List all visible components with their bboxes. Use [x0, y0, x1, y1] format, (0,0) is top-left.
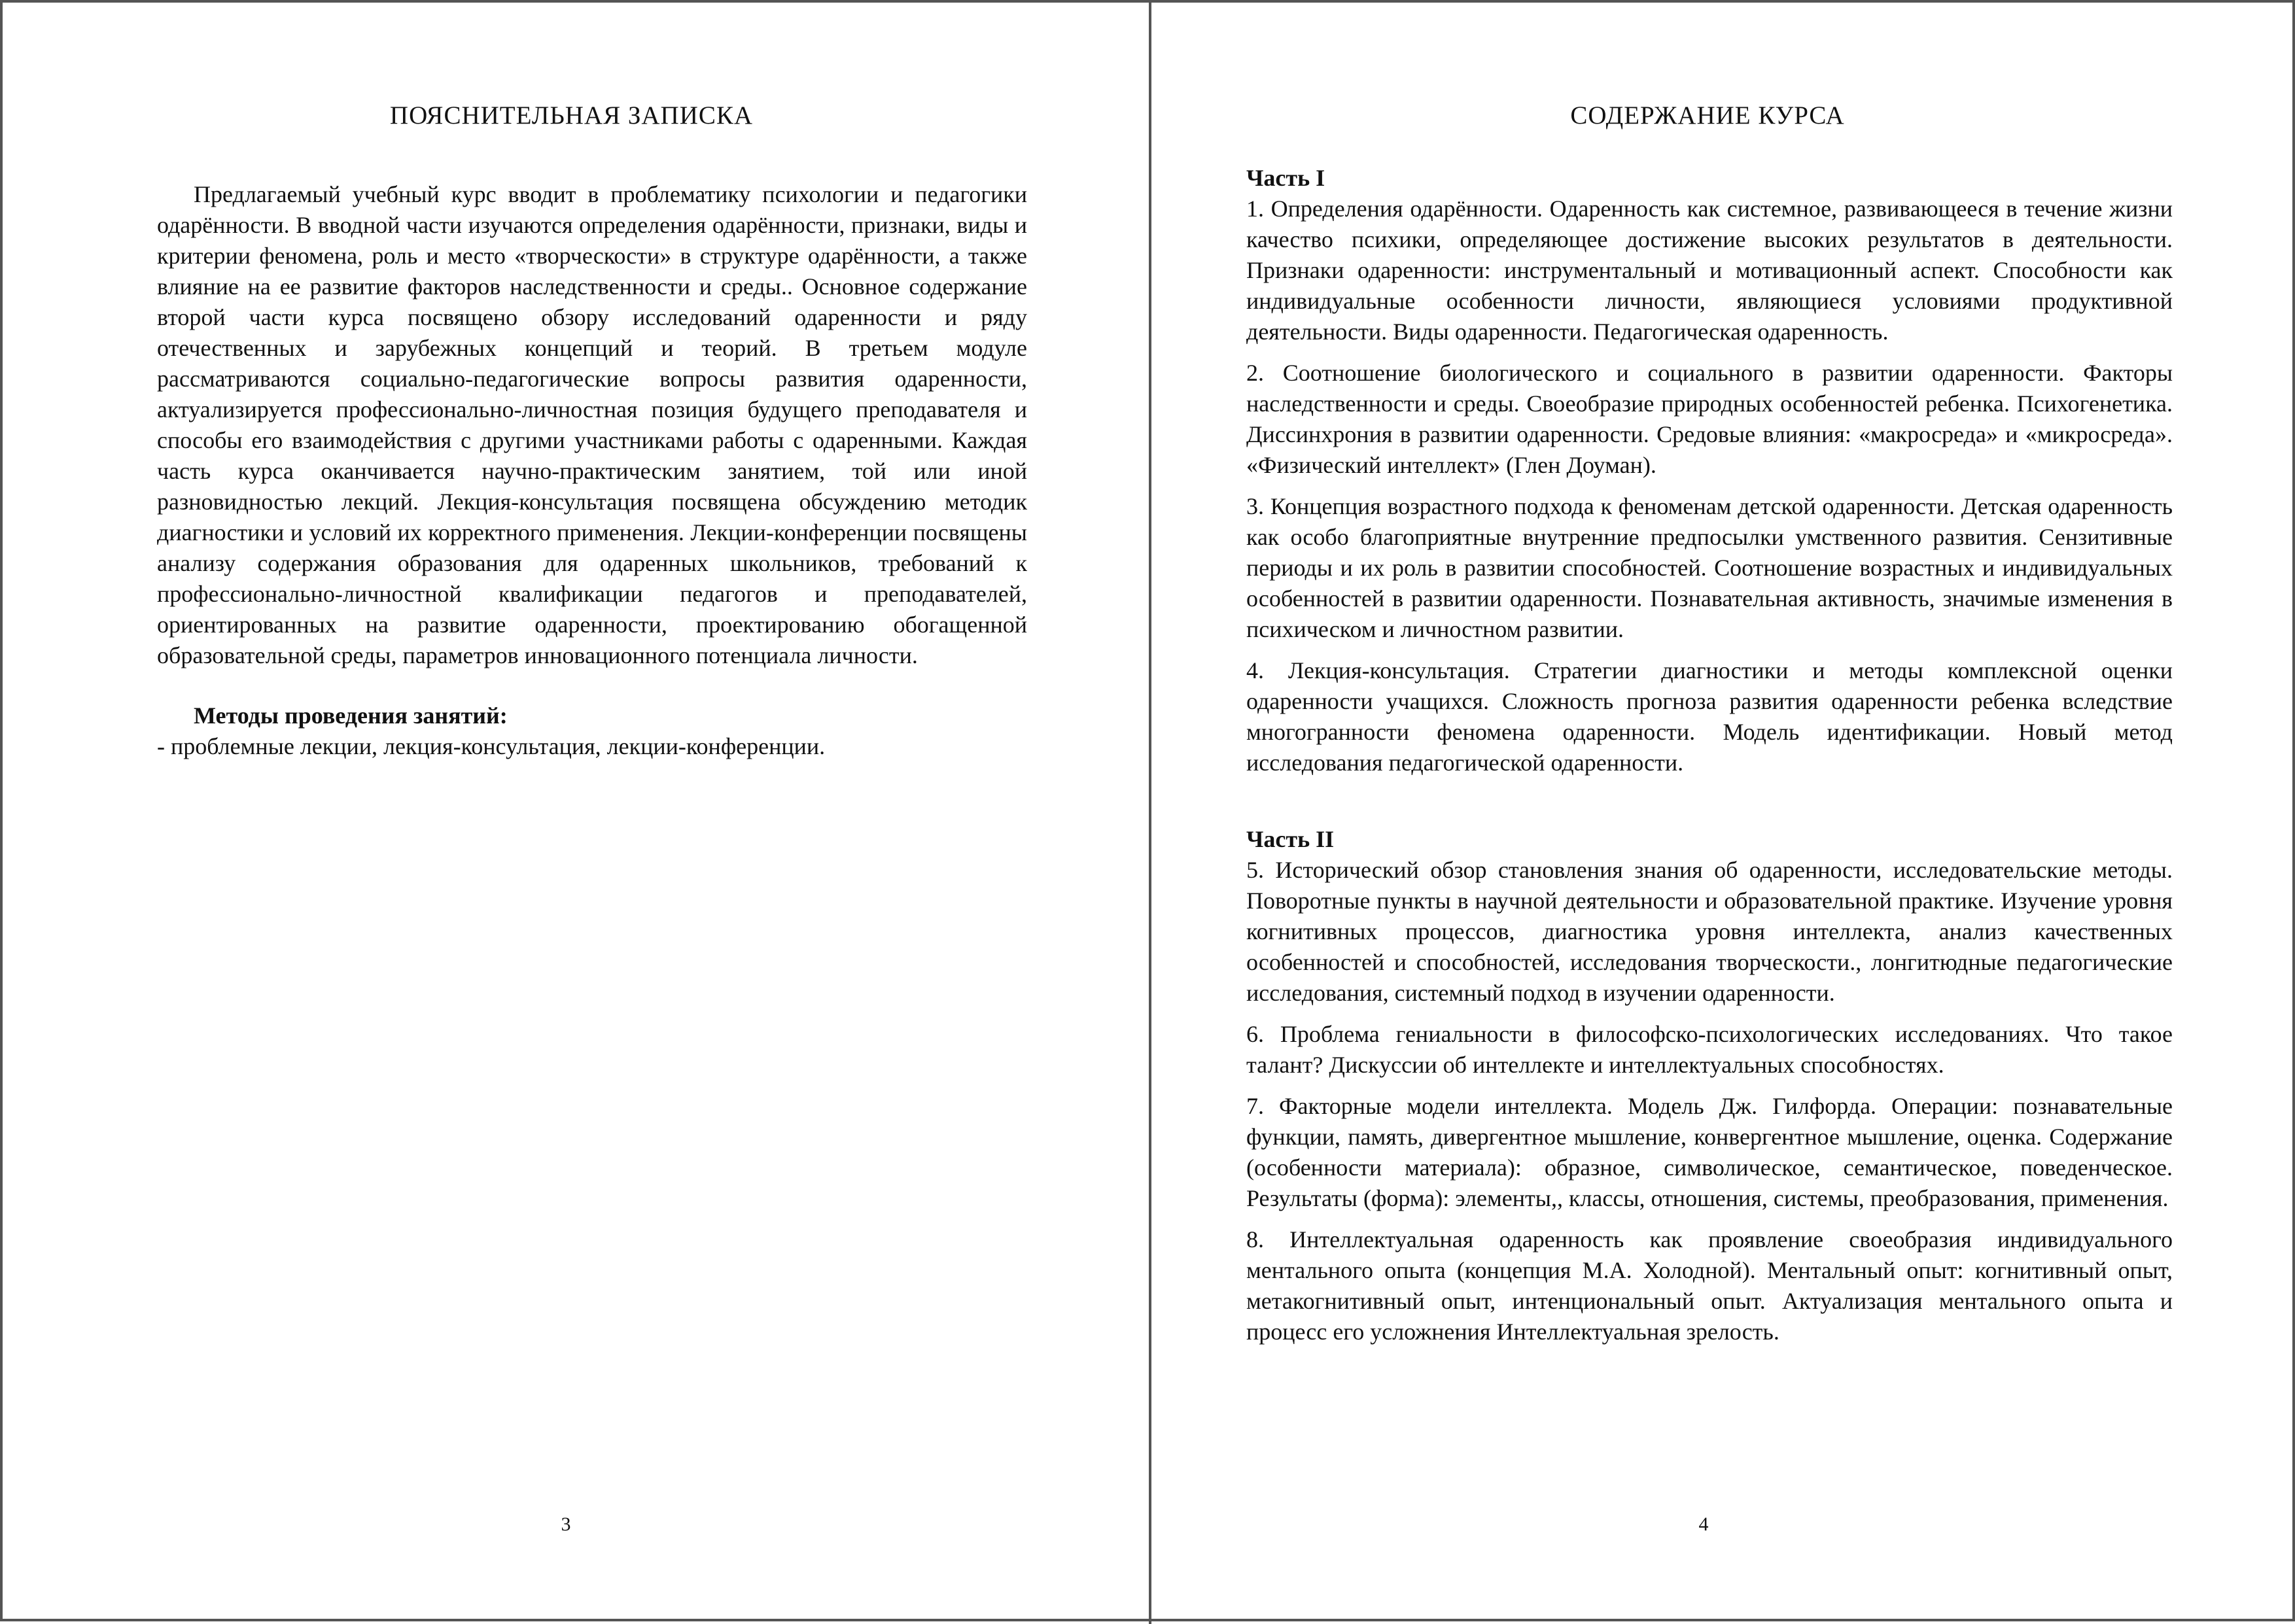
course-item: 4. Лекция-консультация. Стратегии диагностики и методы комплексной оценки одаренности учащихся. Сложность прогноза развития одаренности ребенка вследствие многогранности феномена одаренности. Модель идентификации. Новый метод исследования педагогической одаренности. [1246, 657, 2173, 776]
course-item: 1. Определения одарённости. Одаренность как системное, развивающееся в течение жизни качество психики, определяющее достижение высоких результатов в деятельности. Признаки одаренности: инструментальный и мотивационный аспект. Способности как индивидуальные особенности личности, являющиеся условиями продуктивной деятельности. Виды одаренности. Педагогическая одаренность. [1246, 196, 2173, 345]
course-item: 7. Факторные модели интеллекта. Модель Дж. Гилфорда. Операции: познавательные функции, память, дивергентное мышление, конвергентное мышление, оценка. Содержание (особенности материала): образное, символическое, семантическое, поведенческое. Результаты (форма): элементы,, классы, отношения, системы, преобразования, применения. [1246, 1093, 2173, 1211]
part-heading: Часть I [1246, 165, 1325, 191]
course-item: 6. Проблема гениальности в философско-психологических исследованиях. Что такое талант? Дискуссии об интеллекте и интеллектуальных способностях. [1246, 1021, 2173, 1078]
course-item: 2. Соотношение биологического и социального в развитии одаренности. Факторы наследственности и среды. Своеобразие природных особенностей ребенка. Психогенетика. Диссинхрония в развитии одаренности. Средовые влияния: «макросреда» и «микросреда». «Физический интеллект» (Глен Доуман). [1246, 360, 2173, 478]
course-item: 3. Концепция возрастного подхода к феноменам детской одаренности. Детская одаренность как особо благоприятные внутренние предпосылки умственного развития. Сензитивные периоды и их роль в развитии способностей. Соотношение возрастных и индивидуальных особенностей в развитии одаренности. Познавательная активность, значимые изменения в психическом и личностном развитии. [1246, 493, 2173, 642]
intro-paragraph: Предлагаемый учебный курс вводит в проблематику психологии и педагогики одарённости. В вводной части изучаются определения одарённости, признаки, виды и критерии феномена, роль и место «творческости» в структуре одарённости, а также влияние на ее развитие факторов наследственности и среды.. Основное содержание второй части курса посвящено обзору исследований одаренности и ряду отечественных и зарубежных концепций и теорий. В третьем модуле рассматриваются социально-педагогические вопросы развития одаренности, актуализируется профессионально-личностная позиция будущего преподавателя и способы его взаимодействия с другими участниками работы с одаренными. Каждая часть курса оканчивается научно-практическим занятием, той или иной разновидностью лекций. Лекция-консультация посвящена обсуждению методик диагностики и условий их корректного применения. Лекции-конференции посвящены анализу содержания образования для одаренных школьников, требований к профессионально-личностной квалификации педагогов и преподавателей, ориентированных на развитие одаренности, проектированию обогащенной образовательной среды, параметров инновационного потенциала личности. [157, 181, 1027, 668]
page-title: ПОЯСНИТЕЛЬНАЯ ЗАПИСКА [389, 101, 754, 130]
course-item: 5. Исторический обзор становления знания об одаренности, исследовательские методы. Поворотные пункты в научной деятельности и образовательной практике. Изучение уровня когнитивных процессов, диагностика уровня интеллекта, анализ качественных особенностей и способностей, исследования творческости., лонгитюдные педагогические исследования, системный подход в изучении одаренности. [1246, 857, 2173, 1006]
right-page [1151, 3, 2295, 1624]
page-title: СОДЕРЖАНИЕ КУРСА [1570, 101, 1845, 130]
page-number: 3 [561, 1513, 571, 1535]
methods-heading: Методы проведения занятий: [194, 702, 508, 729]
methods-text: - проблемные лекции, лекция-консультация, лекции-конференции. [157, 733, 826, 759]
course-item: 8. Интеллектуальная одаренность как проявление своеобразия индивидуального ментального опыта (концепция М.А. Холодной). Ментальный опыт: когнитивный опыт, метакогнитивный опыт, интенциональный опыт. Актуализация ментального опыта и процесс его усложнения Интеллектуальная зрелость. [1246, 1226, 2173, 1345]
right-page-content [1246, 163, 2173, 1358]
left-page-content [157, 179, 1027, 762]
left-page [3, 3, 1149, 1624]
page-number: 4 [1698, 1513, 1709, 1535]
part-heading: Часть II [1246, 826, 1335, 852]
